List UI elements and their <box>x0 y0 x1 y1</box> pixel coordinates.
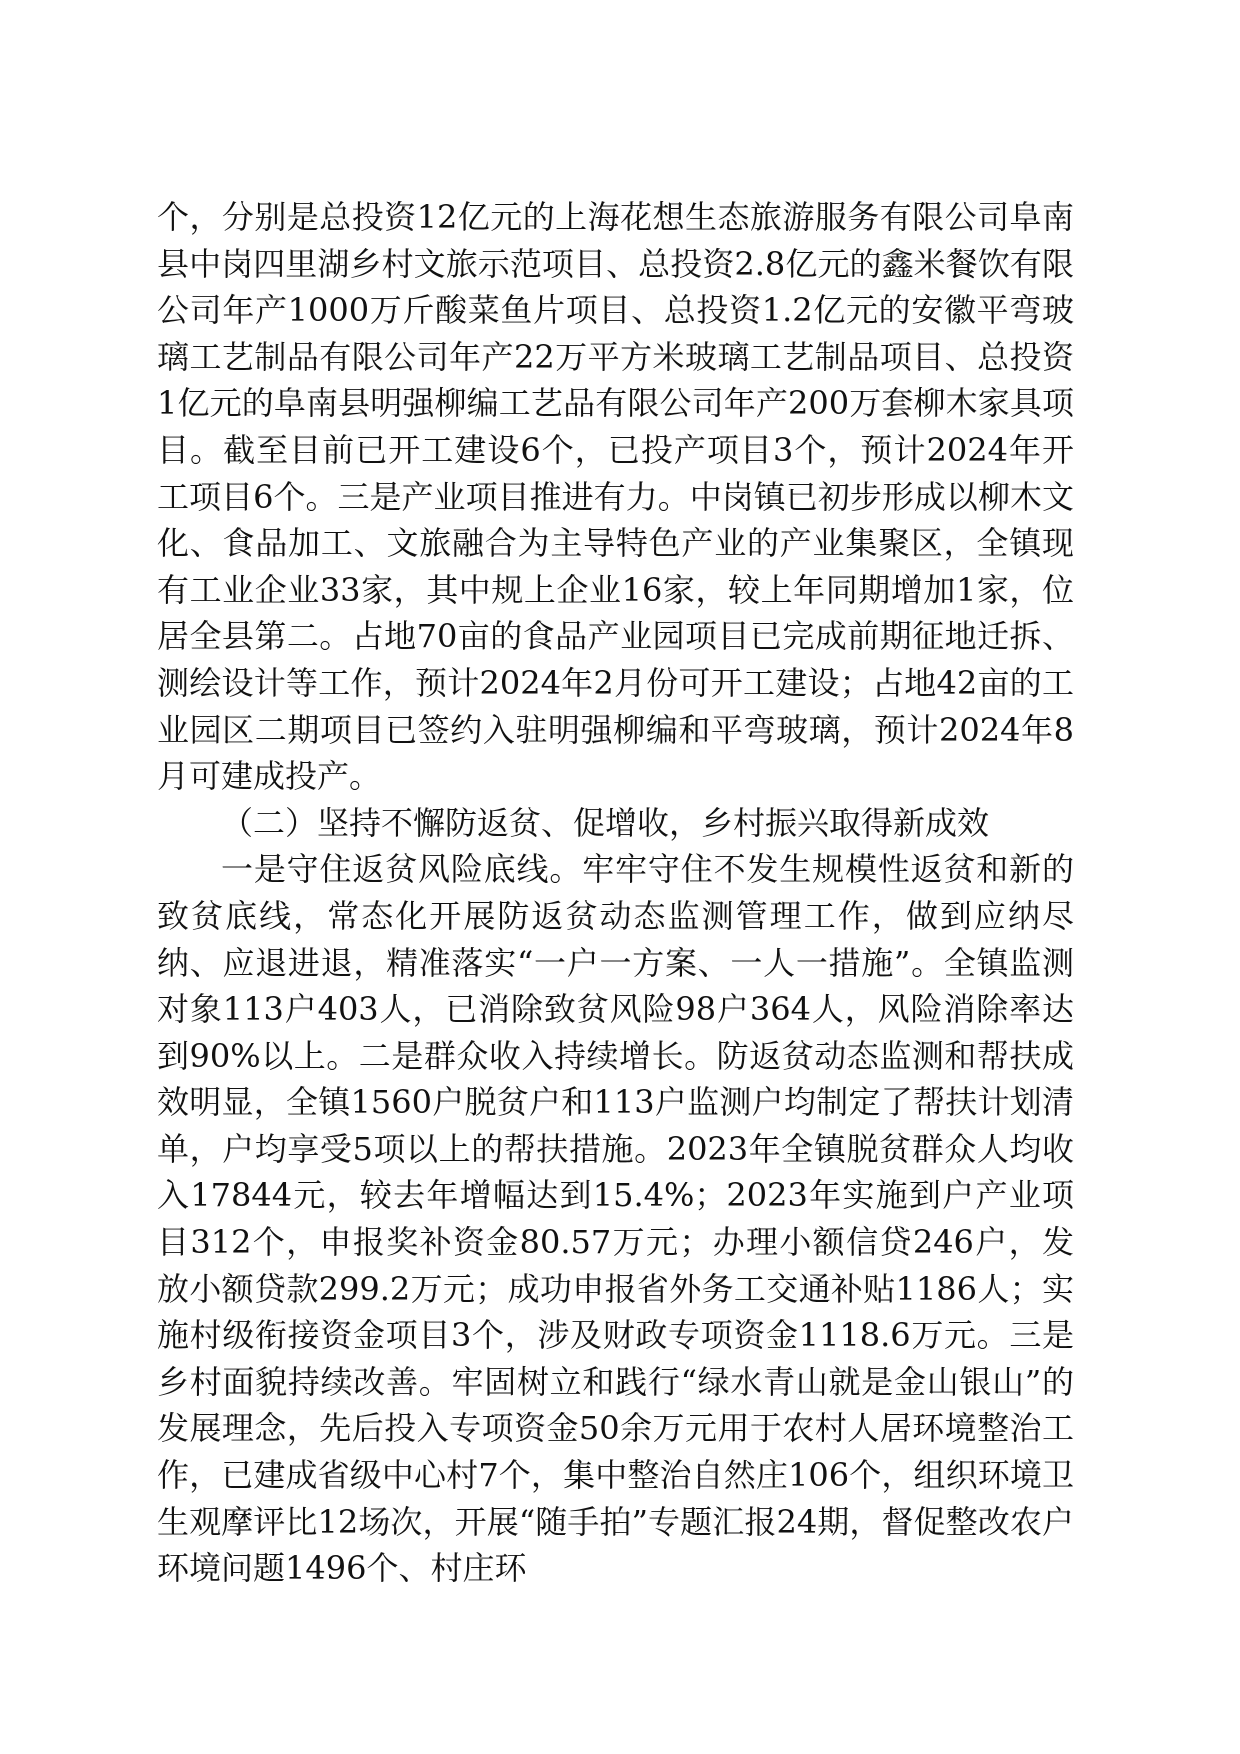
document-body <box>157 194 1074 1592</box>
paragraph: 一是守住返贫风险底线。牢牢守住不发生规模性返贫和新的致贫底线，常态化开展防返贫动态监测管理工作，做到应纳尽纳、应退进退，精准落实“一户一方案、一人一措施”。全镇监测对象113户403人，已消除致贫风险98户364人，风险消除率达到90%以上。二是群众收入持续增长。防返贫动态监测和帮扶成效明显，全镇1560户脱贫户和113户监测户均制定了帮扶计划清单，户均享受5项以上的帮扶措施。2023年全镇脱贫群众人均收入17844元，较去年增幅达到15.4%；2023年实施到户产业项目312个，申报奖补资金80.57万元；办理小额信贷246户，发放小额贷款299.2万元；成功申报省外务工交通补贴1186人；实施村级衔接资金项目3个，涉及财政专项资金1118.6万元。三是乡村面貌持续改善。牢固树立和践行“绿水青山就是金山银山”的发展理念，先后投入专项资金50余万元用于农村人居环境整治工作，已建成省级中心村7个，集中整治自然庄106个，组织环境卫生观摩评比12场次，开展“随手拍”专题汇报24期，督促整改农户环境问题1496个、村庄环 <box>157 850 1074 1588</box>
paragraph-continued: 个，分别是总投资12亿元的上海花想生态旅游服务有限公司阜南县中岗四里湖乡村文旅示范项目、总投资2.8亿元的鑫米餐饮有限公司年产1000万斤酸菜鱼片项目、总投资1.2亿元的安徽平弯玻璃工艺制品有限公司年产22万平方米玻璃工艺制品项目、总投资1亿元的阜南县明强柳编工艺品有限公司年产200万套柳木家具项目。截至目前已开工建设6个，已投产项目3个，预计2024年开工项目6个。三是产业项目推进有力。中岗镇已初步形成以柳木文化、食品加工、文旅融合为主导特色产业的产业集聚区，全镇现有工业企业33家，其中规上企业16家，较上年同期增加1家，位居全县第二。占地70亩的食品产业园项目已完成前期征地迁拆、测绘设计等工作，预计2024年2月份可开工建设；占地42亩的工业园区二期项目已签约入驻明强柳编和平弯玻璃，预计2024年8月可建成投产。 <box>157 198 1074 796</box>
section-heading: （二）坚持不懈防返贫、促增收，乡村振兴取得新成效 <box>221 803 990 842</box>
